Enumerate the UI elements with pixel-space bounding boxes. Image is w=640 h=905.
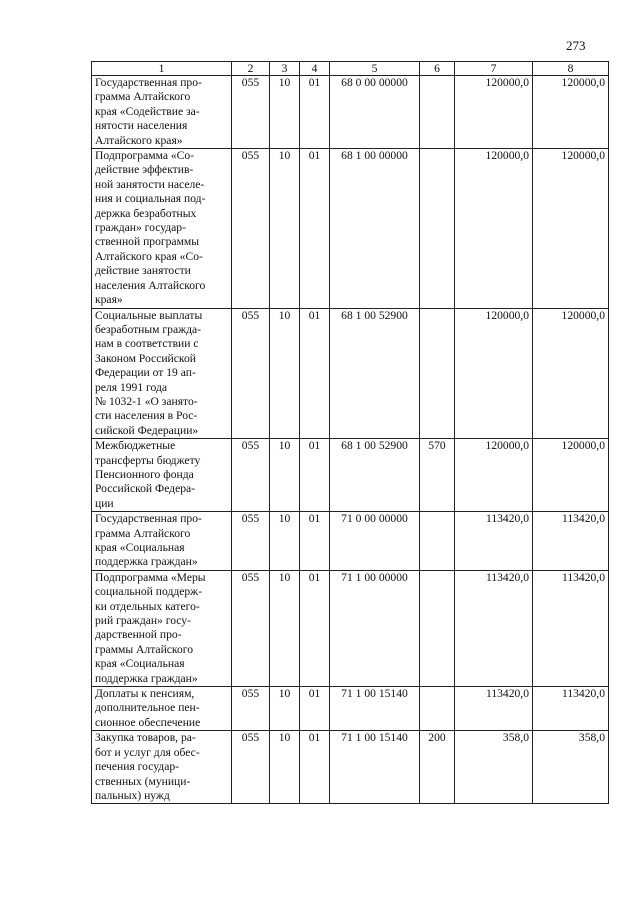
amount-cell: 113420,0 [533,687,609,731]
item-name-line: Российской Федера- [95,482,196,496]
target-article-cell: 71 1 00 15140 [330,687,420,731]
amount-cell: 120000,0 [455,308,533,439]
expense-type-cell [420,687,455,731]
header-cell: 5 [330,62,420,76]
target-article-cell: 71 1 00 00000 [330,570,420,686]
item-name-line: трансферты бюджету [95,453,201,467]
item-name-line: дополнительное пен- [95,701,200,715]
subsection-cell: 01 [300,308,330,439]
item-name-line: Государственная про- [95,76,202,89]
item-name-line: Государственная про- [95,512,202,526]
table-row [92,308,609,439]
admin-code-cell: 055 [232,687,270,731]
expense-type-cell [420,512,455,571]
item-name-line: Закупка товаров, ра- [95,731,196,745]
expense-type-cell [420,570,455,686]
target-article-cell: 68 1 00 00000 [330,149,420,308]
subsection-cell: 01 [300,687,330,731]
section-cell: 10 [270,687,300,731]
amount-cell: 120000,0 [533,439,609,512]
item-name-cell [92,687,232,731]
section-cell: 10 [270,439,300,512]
budget-table [91,61,609,804]
item-name-line: края» [95,293,123,307]
item-name-line: действие занятости [95,264,191,278]
header-cell: 3 [270,62,300,76]
item-name-line: Социальные выплаты [95,308,203,322]
item-name-line: края «Содействие за- [95,104,200,118]
target-article-cell: 71 0 00 00000 [330,512,420,571]
item-name-line: социальной поддерж- [95,585,203,599]
item-name-line: нятости населения [95,119,188,133]
table-row [92,76,609,149]
target-article-cell: 71 1 00 15140 [330,731,420,804]
subsection-cell: 01 [300,570,330,686]
header-cell: 2 [232,62,270,76]
amount-cell: 113420,0 [533,570,609,686]
subsection-cell: 01 [300,512,330,571]
subsection-cell: 01 [300,149,330,308]
amount-cell: 113420,0 [455,512,533,571]
item-name-cell [92,308,232,439]
item-name-line: края «Социальная [95,657,185,671]
item-name-line: сийской Федерации» [95,423,199,437]
item-name-line: держка безработных [95,206,197,220]
item-name-line: рий граждан» госу- [95,614,191,628]
item-name-cell [92,149,232,308]
header-cell: 6 [420,62,455,76]
page-number: 273 [566,38,586,53]
amount-cell: 120000,0 [533,308,609,439]
item-name-line: Алтайского края «Со- [95,249,203,263]
header-cell: 7 [455,62,533,76]
item-name-cell [92,731,232,804]
item-name-line: нам в соответствии с [95,337,199,351]
item-name-line: дарственной про- [95,628,182,642]
item-name-line: печения государ- [95,760,179,774]
table-body [92,62,609,804]
admin-code-cell: 055 [232,570,270,686]
header-cell: 1 [92,62,232,76]
item-name-line: Подпрограмма «Меры [95,570,206,584]
item-name-cell [92,570,232,686]
item-name-cell [92,76,232,149]
item-name-cell [92,512,232,571]
item-name-line: граммы Алтайского [95,642,194,656]
header-cell: 4 [300,62,330,76]
amount-cell: 120000,0 [455,149,533,308]
item-name-line: грамма Алтайского [95,526,191,540]
item-name-line: ственных (муници- [95,774,191,788]
item-name-line: Алтайского края» [95,133,183,147]
item-name-line: сти населения в Рос- [95,409,198,423]
item-name-line: Федерации от 19 ап- [95,366,196,380]
section-cell: 10 [270,308,300,439]
table-row [92,439,609,512]
section-cell: 10 [270,76,300,149]
item-name-cell [92,439,232,512]
target-article-cell: 68 0 00 00000 [330,76,420,149]
target-article-cell: 68 1 00 52900 [330,439,420,512]
admin-code-cell: 055 [232,439,270,512]
item-name-line: реля 1991 года [95,380,168,394]
section-cell: 10 [270,570,300,686]
header-cell: 8 [533,62,609,76]
amount-cell: 120000,0 [455,439,533,512]
subsection-cell: 01 [300,76,330,149]
expense-type-cell [420,76,455,149]
admin-code-cell: 055 [232,512,270,571]
section-cell: 10 [270,512,300,571]
item-name-line: действие эффектив- [95,163,194,177]
amount-cell: 120000,0 [533,149,609,308]
item-name-line: края «Социальная [95,541,185,554]
target-article-cell: 68 1 00 52900 [330,308,420,439]
item-name-line: ственной программы [95,235,200,249]
item-name-line: Пенсионного фонда [95,467,194,481]
admin-code-cell: 055 [232,308,270,439]
item-name-line: Доплаты к пенсиям, [95,687,195,701]
item-name-line: № 1032-1 «О занято- [95,394,198,408]
admin-code-cell: 055 [232,76,270,149]
table-row [92,149,609,308]
table-row [92,570,609,686]
amount-cell: 120000,0 [455,76,533,149]
section-cell: 10 [270,149,300,308]
item-name-line: безработным гражда- [95,322,202,336]
amount-cell: 113420,0 [455,570,533,686]
subsection-cell: 01 [300,731,330,804]
section-cell: 10 [270,731,300,804]
item-name-line: ния и социальная под- [95,192,206,206]
expense-type-cell [420,149,455,308]
item-name-line: Межбюджетные [95,439,176,453]
expense-type-cell: 570 [420,439,455,512]
item-name-line: сионное обеспечение [95,715,201,729]
item-name-line: ки отдельных катего- [95,599,200,613]
item-name-line: Законом Российской [95,351,196,365]
item-name-line: граждан» государ- [95,221,186,235]
amount-cell: 358,0 [455,731,533,804]
table-header-row [92,62,609,76]
table-row [92,687,609,731]
item-name-line: бот и услуг для обес- [95,745,200,759]
expense-type-cell [420,308,455,439]
item-name-line: населения Алтайского [95,278,206,292]
table-row [92,512,609,571]
expense-type-cell: 200 [420,731,455,804]
admin-code-cell: 055 [232,149,270,308]
amount-cell: 113420,0 [533,512,609,571]
item-name-line: грамма Алтайского [95,90,191,104]
item-name-line: ции [95,496,114,510]
item-name-line: Подпрограмма «Со- [95,149,195,163]
amount-cell: 113420,0 [455,687,533,731]
item-name-line: поддержка граждан» [95,671,198,685]
subsection-cell: 01 [300,439,330,512]
item-name-line: пальных) нужд [95,788,170,802]
item-name-line: ной занятости населе- [95,177,205,191]
table-row [92,731,609,804]
amount-cell: 120000,0 [533,76,609,149]
item-name-line: поддержка граждан» [95,555,198,569]
amount-cell: 358,0 [533,731,609,804]
admin-code-cell: 055 [232,731,270,804]
